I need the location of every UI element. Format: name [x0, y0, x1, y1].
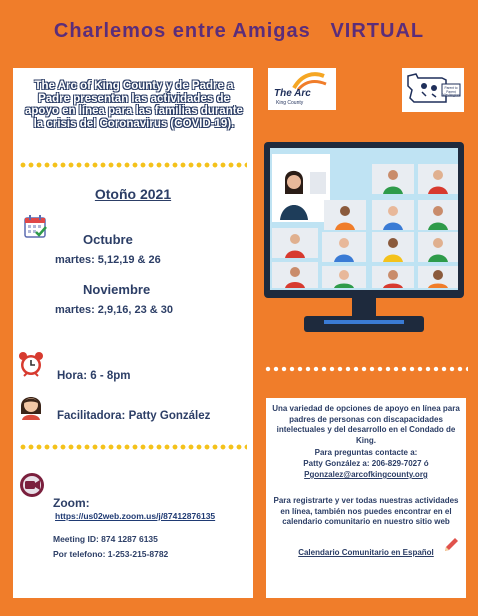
- p2p-logo-caption: Parent to Parent Washington: [442, 86, 460, 98]
- month-november: Noviembre: [83, 282, 151, 297]
- intro-text: The Arc of King County y de Padre a Padre presentan las actividades de apoyo en línea para las familias durante la crisis del Coronavirus (COVID-19).: [25, 80, 243, 130]
- arc-logo-name: The Arc: [274, 88, 311, 99]
- alarm-clock-icon: [17, 350, 45, 378]
- zoom-label: Zoom:: [53, 496, 90, 510]
- dotted-divider: [19, 162, 247, 168]
- calendar-icon: [23, 214, 49, 240]
- dotted-divider: [264, 366, 468, 372]
- zoom-camera-icon: [19, 472, 45, 498]
- october-dates: martes: 5,12,19 & 26: [55, 254, 161, 266]
- contact-heading: Para preguntas contacte a:: [314, 448, 418, 457]
- phone-number: Por telefono: 1-253-215-8782: [53, 549, 169, 559]
- calendar-link[interactable]: Calendario Comunitario en Español: [298, 548, 434, 557]
- support-info-panel: [266, 398, 466, 598]
- the-arc-logo: [268, 68, 336, 110]
- arc-logo-sub: King County: [276, 100, 304, 106]
- season-title: Otoño 2021: [94, 186, 172, 202]
- support-description: Una variedad de opciones de apoyo en línea para padres de personas con discapacidades intelectuales y del desarrollo en el Condado de King.: [272, 404, 460, 445]
- november-dates: martes: 2,9,16, 23 & 30: [55, 304, 174, 316]
- contact-email-link[interactable]: Pgonzalez@arcofkingcounty.org: [304, 470, 428, 479]
- parent-to-parent-logo: [402, 68, 464, 112]
- meeting-id: Meeting ID: 874 1287 6135: [53, 534, 158, 544]
- time-text: Hora: 6 - 8pm: [57, 370, 131, 382]
- dotted-divider: [19, 444, 247, 450]
- left-info-panel: [13, 68, 253, 598]
- page-title: Charlemos entre Amigas VIRTUAL: [53, 20, 425, 42]
- month-october: Octubre: [83, 232, 133, 247]
- contact-phone: Patty González a: 206-829-7027 ó: [303, 459, 429, 468]
- facilitator-avatar-icon: [19, 392, 43, 420]
- video-call-monitor-illustration: [264, 142, 464, 334]
- facilitator-text: Facilitadora: Patty González: [57, 410, 211, 422]
- pencil-icon: [442, 536, 460, 554]
- registration-text: Para registrarte y ver todas nuestras actividades en línea, también nos puedes encontrar en el calendario comunitario en nuestro sitio web: [273, 496, 459, 526]
- zoom-link[interactable]: https://us02web.zoom.us/j/87412876135: [55, 511, 216, 521]
